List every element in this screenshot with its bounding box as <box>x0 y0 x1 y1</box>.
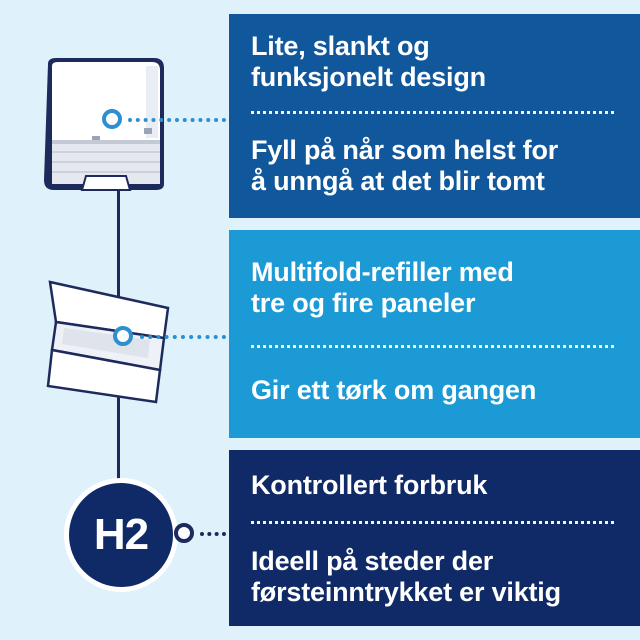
panel-2-line-1: Multifold-refiller med <box>251 257 514 287</box>
leader-dots-3 <box>200 532 226 536</box>
panel-1-line-4: å unngå at det blir tomt <box>251 166 545 196</box>
panel-2-line-2: tre og fire paneler <box>251 288 476 318</box>
panel-3-line-3: førsteinntrykket er viktig <box>251 577 561 607</box>
feature-marker-2 <box>113 326 133 346</box>
panel-2-divider <box>251 345 614 348</box>
panel-3-line-1: Kontrollert forbruk <box>251 470 488 500</box>
panel-2-line-3: Gir ett tørk om gangen <box>251 375 537 405</box>
feature-marker-3 <box>174 523 194 543</box>
leader-dots-2 <box>140 335 226 339</box>
feature-panel-consumption <box>229 450 640 626</box>
panel-1-line-1: Lite, slankt og <box>251 31 430 61</box>
feature-panel-refill <box>229 230 640 438</box>
panel-1-body <box>251 135 618 197</box>
h2-badge: H2 <box>64 478 178 592</box>
panel-1-line-2: funksjonelt design <box>251 62 486 92</box>
panel-1-divider <box>251 111 614 114</box>
panel-2-heading <box>251 257 618 319</box>
panel-3-line-2: Ideell på steder der <box>251 546 494 576</box>
panel-1-heading <box>251 31 618 93</box>
panel-2-body <box>251 375 618 406</box>
panel-3-heading <box>251 470 618 501</box>
leader-dots-1 <box>128 118 226 122</box>
panel-3-divider <box>251 521 614 524</box>
panel-1-line-3: Fyll på når som helst for <box>251 135 559 165</box>
panel-3-body <box>251 546 618 608</box>
feature-panel-design <box>229 14 640 218</box>
feature-marker-1 <box>102 109 122 129</box>
folded-towel-icon <box>44 278 174 406</box>
